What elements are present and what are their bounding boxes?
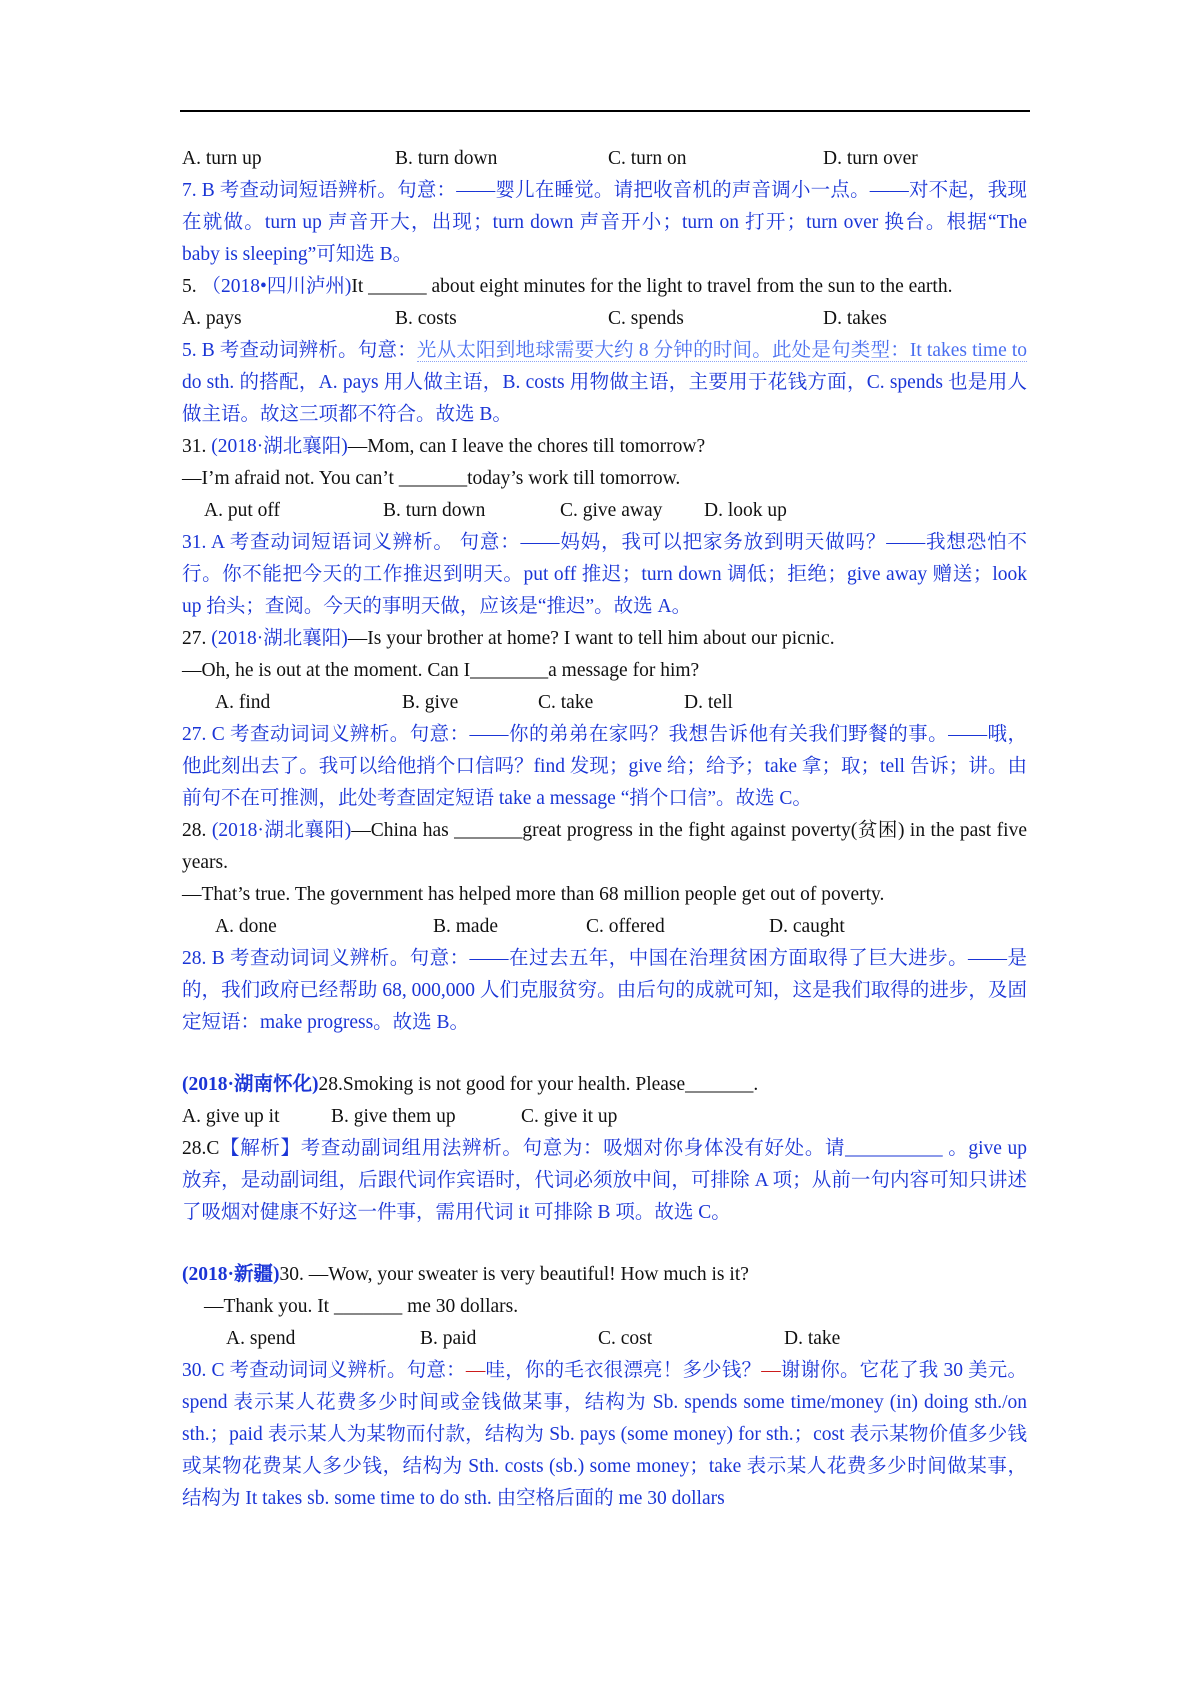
q28-stem2: —That’s true. The government has helped more than 68 million people get out of poverty. (182, 884, 885, 905)
q28b-option-b: B. give them up (331, 1106, 456, 1127)
q28b-question (182, 1069, 1027, 1101)
q30-source: (2018·新疆) (182, 1264, 280, 1285)
q28b-option-c: C. give it up (521, 1106, 618, 1127)
q31-question-line1 (182, 431, 1027, 463)
q28-option-d: D. caught (769, 916, 845, 937)
q28-option-b: B. made (433, 916, 498, 937)
q5-analysis (182, 335, 1027, 431)
q30-analysis-a: 30. C 考查动词词义辨析。句意： (182, 1360, 466, 1381)
q27-question-line1 (182, 623, 1027, 655)
q5-option-c: C. spends (608, 308, 684, 329)
q28b-analysis-text: 考查动副词组用法辨析。句意为：吸烟对你身体没有好处。请__________ 。give up 放弃，是动副词组，后跟代词作宾语时，代词必须放中间，可排除 A 项；从前一句内容可知只讲述了吸烟对健康不好这一件事，需用代词 it 可排除 B 项。故选 C。 (182, 1138, 1027, 1223)
document-body (182, 143, 1027, 1515)
spacer (182, 1039, 1027, 1069)
q5-analysis-lead: 5. B 考查动词辨析。句意： (182, 340, 417, 361)
q30-stem1: 30. —Wow, your sweater is very beautiful! How much is it? (279, 1264, 749, 1285)
q5-source: （2018•四川泸州) (201, 276, 352, 297)
q31-stem2: —I’m afraid not. You can’t _______today’s work till tomorrow. (182, 468, 681, 489)
q5-number: 5. (182, 276, 197, 297)
q7-option-c: C. turn on (608, 148, 687, 169)
q7-analysis: 7. B 考查动词短语辨析。句意：——婴儿在睡觉。请把收音机的声音调小一点。——对不起，我现在就做。turn up 声音开大，出现；turn down 声音开小；turn on 打开；turn over 换台。根据“The baby is sleeping”可知选 B。 (182, 180, 1027, 265)
q31-option-c: C. give away (560, 500, 663, 521)
q28b-option-a: A. give up it (182, 1106, 280, 1127)
q31-source: (2018·湖北襄阳) (211, 436, 348, 457)
q31-number: 31. (182, 436, 207, 457)
q28-analysis: 28. B 考查动词词义辨析。句意：——在过去五年，中国在治理贫困方面取得了巨大进步。——是的，我们政府已经帮助 68, 000,000 人们克服贫穷。由后句的成就可知，这是我们取得的进步，及固定短语：make progress。故选 B。 (182, 948, 1027, 1033)
q31-option-d: D. look up (704, 500, 787, 521)
q27-option-b: B. give (402, 692, 459, 713)
q5-options (182, 303, 1027, 335)
q28b-analysis-lead: 28.C (182, 1138, 220, 1159)
q28-options (182, 911, 1027, 943)
q30-option-b: B. paid (420, 1328, 477, 1349)
q28-question-line1 (182, 815, 1027, 879)
q28-stem1: —China has _______great progress in the fight against poverty(贫困) in the past five years. (182, 820, 1027, 873)
q31-analysis: 31. A 考查动词短语词义辨析。 句意：——妈妈，我可以把家务放到明天做吗？——我想恐怕不行。你不能把今天的工作推迟到明天。put off 推迟；turn down 调低；拒绝；give away 赠送；look up 抬头；查阅。今天的事明天做，应该是“推迟”。故选 A。 (182, 532, 1027, 617)
q30-options (182, 1323, 1027, 1355)
spacer (182, 1229, 1027, 1259)
q30-analysis-b: 哇，你的毛衣很漂亮！多少钱？ (485, 1360, 762, 1381)
q30-dash-1: — (465, 1360, 486, 1381)
q28b-analysis-tag: 【解析】 (219, 1138, 301, 1159)
q27-options (182, 687, 1027, 719)
q7-option-b: B. turn down (395, 148, 498, 169)
q31-options (182, 495, 1027, 527)
q5-stem: It ______ about eight minutes for the light to travel from the sun to the earth. (351, 276, 953, 297)
q30-option-d: D. take (784, 1328, 841, 1349)
q27-analysis: 27. C 考查动词词义辨析。句意：——你的弟弟在家吗？我想告诉他有关我们野餐的事。——哦，他此刻出去了。我可以给他捎个口信吗？find 发现；give 给；给予；take 拿；取；tell 告诉；讲。由前句不在可推测，此处考查固定短语 take a message “捎个口信”。故选 C。 (182, 724, 1027, 809)
q27-source: (2018·湖北襄阳) (211, 628, 348, 649)
q7-option-a: A. turn up (182, 148, 262, 169)
q28-option-a: A. done (215, 916, 277, 937)
q27-option-a: A. find (215, 692, 271, 713)
q27-option-d: D. tell (684, 692, 733, 713)
q27-number: 27. (182, 628, 207, 649)
q28-source: (2018·湖北襄阳) (211, 820, 352, 841)
q5-option-d: D. takes (823, 308, 887, 329)
q5-question (182, 271, 1027, 303)
q31-option-b: B. turn down (383, 500, 486, 521)
q28b-analysis (182, 1133, 1027, 1229)
q5-option-a: A. pays (182, 308, 242, 329)
q30-stem2: —Thank you. It _______ me 30 dollars. (204, 1296, 519, 1317)
q28-number: 28. (182, 820, 207, 841)
q27-option-c: C. take (538, 692, 594, 713)
q5-analysis-highlight: 光从太阳到地球需要大约 8 分钟的时间。此处是句类型：It takes time to (416, 340, 1027, 361)
q5-option-b: B. costs (395, 308, 457, 329)
q30-analysis-c: 谢谢你。它花了我 30 美元。spend 表示某人花费多少时间或金钱做某事，结构为 Sb. spends some time/money (in) doing sth./on sth.；paid 表示某人为某物而付款，结构为 Sb. pays (some money) for sth.；cost 表示某物价值多少钱或某物花费某人多少钱，结构为 Sth. costs (sb.) some money；take 表示某人花费多少时间做某事，结构为 It takes sb. some time to do sth. 由空格后面的 me 30 dollars (182, 1360, 1027, 1509)
q5-analysis-rest: do sth. 的搭配，A. pays 用人做主语，B. costs 用物做主语，主要用于花钱方面，C. spends 也是用人做主语。故这三项都不符合。故选 B。 (182, 372, 1027, 425)
q31-option-a: A. put off (204, 500, 281, 521)
q27-stem2: —Oh, he is out at the moment. Can I________a message for him? (182, 660, 700, 681)
q28b-stem: 28.Smoking is not good for your health. Please_______. (318, 1074, 759, 1095)
q31-stem1: —Mom, can I leave the chores till tomorrow? (347, 436, 706, 457)
q30-analysis (182, 1355, 1027, 1515)
q30-option-c: C. cost (598, 1328, 653, 1349)
q30-question (182, 1259, 1027, 1291)
q7-option-d: D. turn over (823, 148, 918, 169)
q27-stem1: —Is your brother at home? I want to tell him about our picnic. (347, 628, 835, 649)
header-rule (180, 110, 1030, 112)
q28b-source: (2018·湖南怀化) (182, 1074, 319, 1095)
q28b-options (182, 1101, 1027, 1133)
q30-dash-2: — (761, 1360, 781, 1381)
q30-option-a: A. spend (226, 1328, 296, 1349)
q28-option-c: C. offered (586, 916, 665, 937)
q7-options (182, 143, 1027, 175)
